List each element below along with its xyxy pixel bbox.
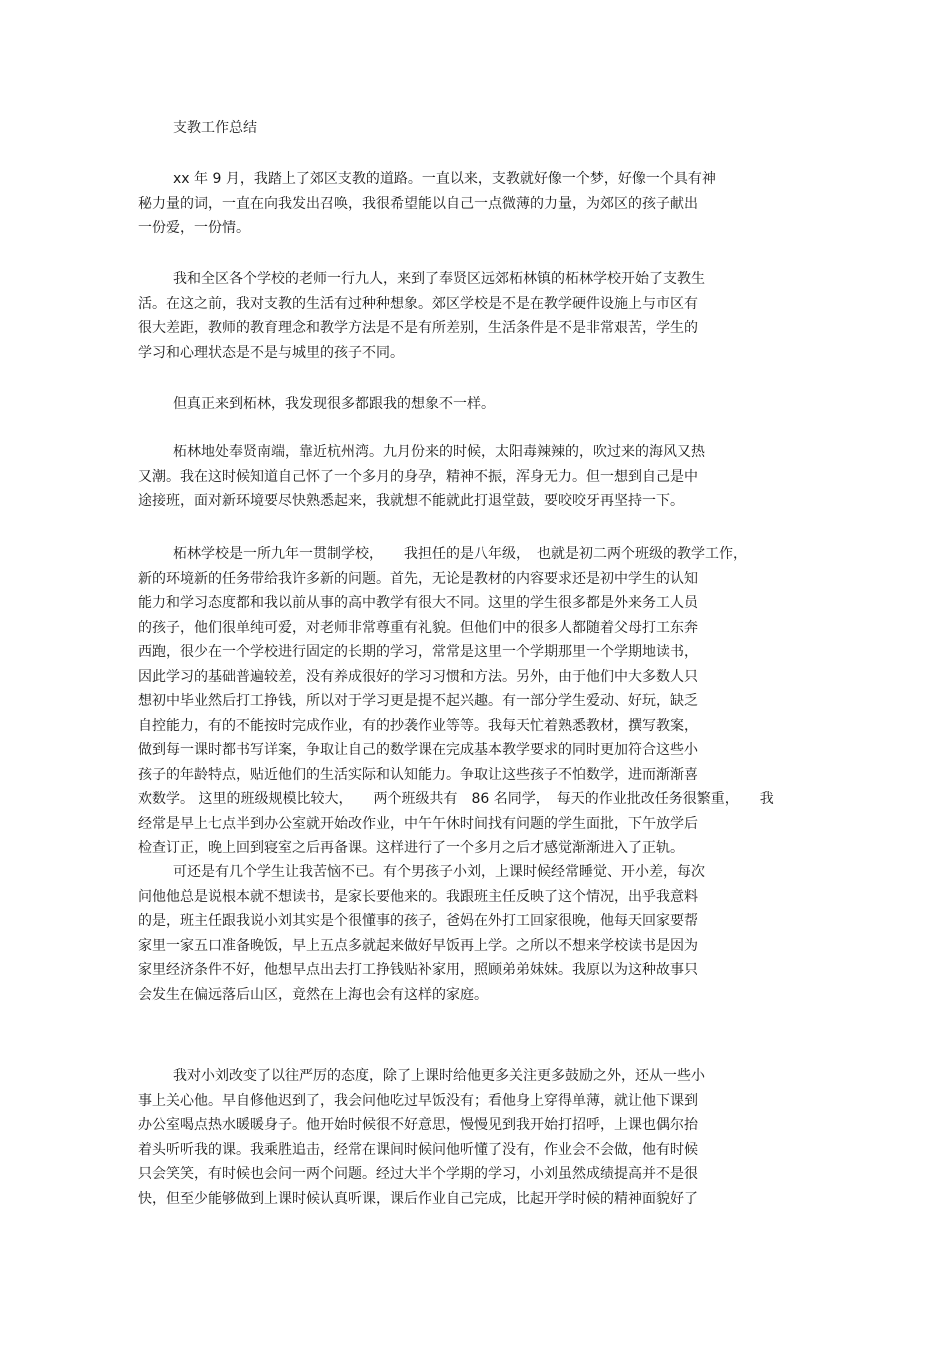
paragraph-line: 活。在这之前，我对支教的生活有过种种想象。郊区学校是不是在教学硬件设施上与市区有 xyxy=(138,295,698,312)
paragraph-line: 想初中毕业然后打工挣钱，所以对于学习更是提不起兴趣。有一部分学生爱动、好玩，缺乏 xyxy=(138,693,698,709)
paragraph-line: 孩子的年龄特点，贴近他们的生活实际和认知能力。争取让这些孩子不怕数学，进而渐渐喜 xyxy=(138,766,698,783)
paragraph-line: 途接班，面对新环境要尽快熟悉起来，我就想不能就此打退堂鼓，要咬咬牙再坚持一下。 xyxy=(138,493,684,509)
paragraph-line: 我对小刘改变了以往严厉的态度，除了上课时给他更多关注更多鼓励之外，还从一些小 xyxy=(173,1068,705,1084)
paragraph-line: 事上关心他。早自修他迟到了，我会问他吃过早饭没有；看他身上穿得单薄，就让他下课到 xyxy=(138,1092,698,1109)
paragraph-line: 又潮。我在这时候知道自己怀了一个多月的身孕，精神不振，浑身无力。但一想到自己是中 xyxy=(138,468,698,485)
paragraph-5 xyxy=(138,542,774,861)
paragraph-line: 着头听听我的课。我乘胜追击，经常在课间时候问他听懂了没有，作业会不会做，他有时候 xyxy=(138,1141,698,1158)
paragraph-line: 只会笑笑，有时候也会问一两个问题。经过大半个学期的学习，小刘虽然成绩提高并不是很 xyxy=(138,1166,698,1182)
paragraph-line: 一份爱，一份情。 xyxy=(138,220,250,236)
paragraph-line: 学习和心理状态是不是与城里的孩子不同。 xyxy=(138,344,404,361)
paragraph-line: 但真正来到柘林，我发现很多都跟我的想象不一样。 xyxy=(173,396,495,412)
paragraph-line: 快，但至少能够做到上课时候认真听课，课后作业自己完成，比起开学时候的精神面貌好了 xyxy=(138,1190,698,1207)
paragraph-line: 经常是早上七点半到办公室就开始改作业，中午午休时间找有问题的学生面批，下午放学后 xyxy=(138,815,698,832)
paragraph-line: 很大差距，教师的教育理念和教学方法是不是有所差别，生活条件是不是非常艰苦，学生的 xyxy=(138,320,698,336)
paragraph-line: 自控能力，有的不能按时完成作业，有的抄袭作业等等。我每天忙着熟悉教材，撰写教案， xyxy=(138,717,698,734)
paragraph-line: 欢数学。 这里的班级规模比较大， 两个班级共有 86 名同学， 每天的作业批改任务很繁重， 我 xyxy=(138,791,774,807)
paragraph-line: 的孩子，他们很单纯可爱，对老师非常尊重有礼貌。但他们中的很多人都随着父母打工东奔 xyxy=(138,619,698,636)
paragraph-line: 办公室喝点热水暖暖身子。他开始时候很不好意思，慢慢见到我开始打招呼，上课也偶尔抬 xyxy=(138,1117,698,1133)
paragraph-line: 能力和学习态度都和我以前从事的高中教学有很大不同。这里的学生很多都是外来务工人员 xyxy=(138,595,698,611)
paragraph-1 xyxy=(138,167,716,241)
paragraph-line: 可还是有几个学生让我苦恼不已。有个男孩子小刘，上课时候经常睡觉、开小差，每次 xyxy=(173,864,705,880)
paragraph-line: 家里经济条件不好，他想早点出去打工挣钱贴补家用，照顾弟弟妹妹。我原以为这种故事只 xyxy=(138,962,698,978)
paragraph-line: 柘林地处奉贤南端，靠近杭州湾。九月份来的时候，太阳毒辣辣的，吹过来的海风又热 xyxy=(173,444,705,460)
paragraph-line: 检查订正，晚上回到寝室之后再备课。这样进行了一个多月之后才感觉渐渐进入了正轨。 xyxy=(138,840,684,856)
paragraph-line: 问他他总是说根本就不想读书，是家长要他来的。我跟班主任反映了这个情况，出乎我意料 xyxy=(138,888,698,905)
paragraph-line: xx 年 9 月，我踏上了郊区支教的道路。一直以来，支教就好像一个梦，好像一个具有神 xyxy=(173,171,716,187)
paragraph-4 xyxy=(138,440,705,514)
paragraph-2 xyxy=(138,267,705,365)
paragraph-line: 会发生在偏远落后山区，竟然在上海也会有这样的家庭。 xyxy=(138,986,488,1003)
paragraph-line: 秘力量的词，一直在向我发出召唤，我很希望能以自己一点微薄的力量，为郊区的孩子献出 xyxy=(138,195,698,212)
paragraph-3 xyxy=(138,392,495,417)
paragraph-line: 家里一家五口准备晚饭，早上五点多就起来做好早饭再上学。之所以不想来学校读书是因为 xyxy=(138,937,698,954)
paragraph-line: 新的环境新的任务带给我许多新的问题。首先，无论是教材的内容要求还是初中学生的认知 xyxy=(138,570,698,587)
paragraph-7 xyxy=(138,1064,705,1211)
paragraph-line: 做到每一课时都书写详案，争取让自己的数学课在完成基本教学要求的同时更加符合这些小 xyxy=(138,742,698,758)
paragraph-line: 柘林学校是一所九年一贯制学校， 我担任的是八年级， 也就是初二两个班级的教学工作， xyxy=(173,546,747,562)
paragraph-6 xyxy=(138,860,705,1007)
paragraph-line: 因此学习的基础普遍较差，没有养成很好的学习习惯和方法。另外，由于他们中大多数人只 xyxy=(138,668,698,685)
document-title: 支教工作总结 xyxy=(173,120,257,136)
paragraph-line: 西跑，很少在一个学校进行固定的长期的学习，常常是这里一个学期那里一个学期地读书， xyxy=(138,644,698,660)
paragraph-line: 我和全区各个学校的老师一行九人，来到了奉贤区远郊柘林镇的柘林学校开始了支教生 xyxy=(173,271,705,287)
paragraph-line: 的是，班主任跟我说小刘其实是个很懂事的孩子，爸妈在外打工回家很晚，他每天回家要帮 xyxy=(138,913,698,929)
